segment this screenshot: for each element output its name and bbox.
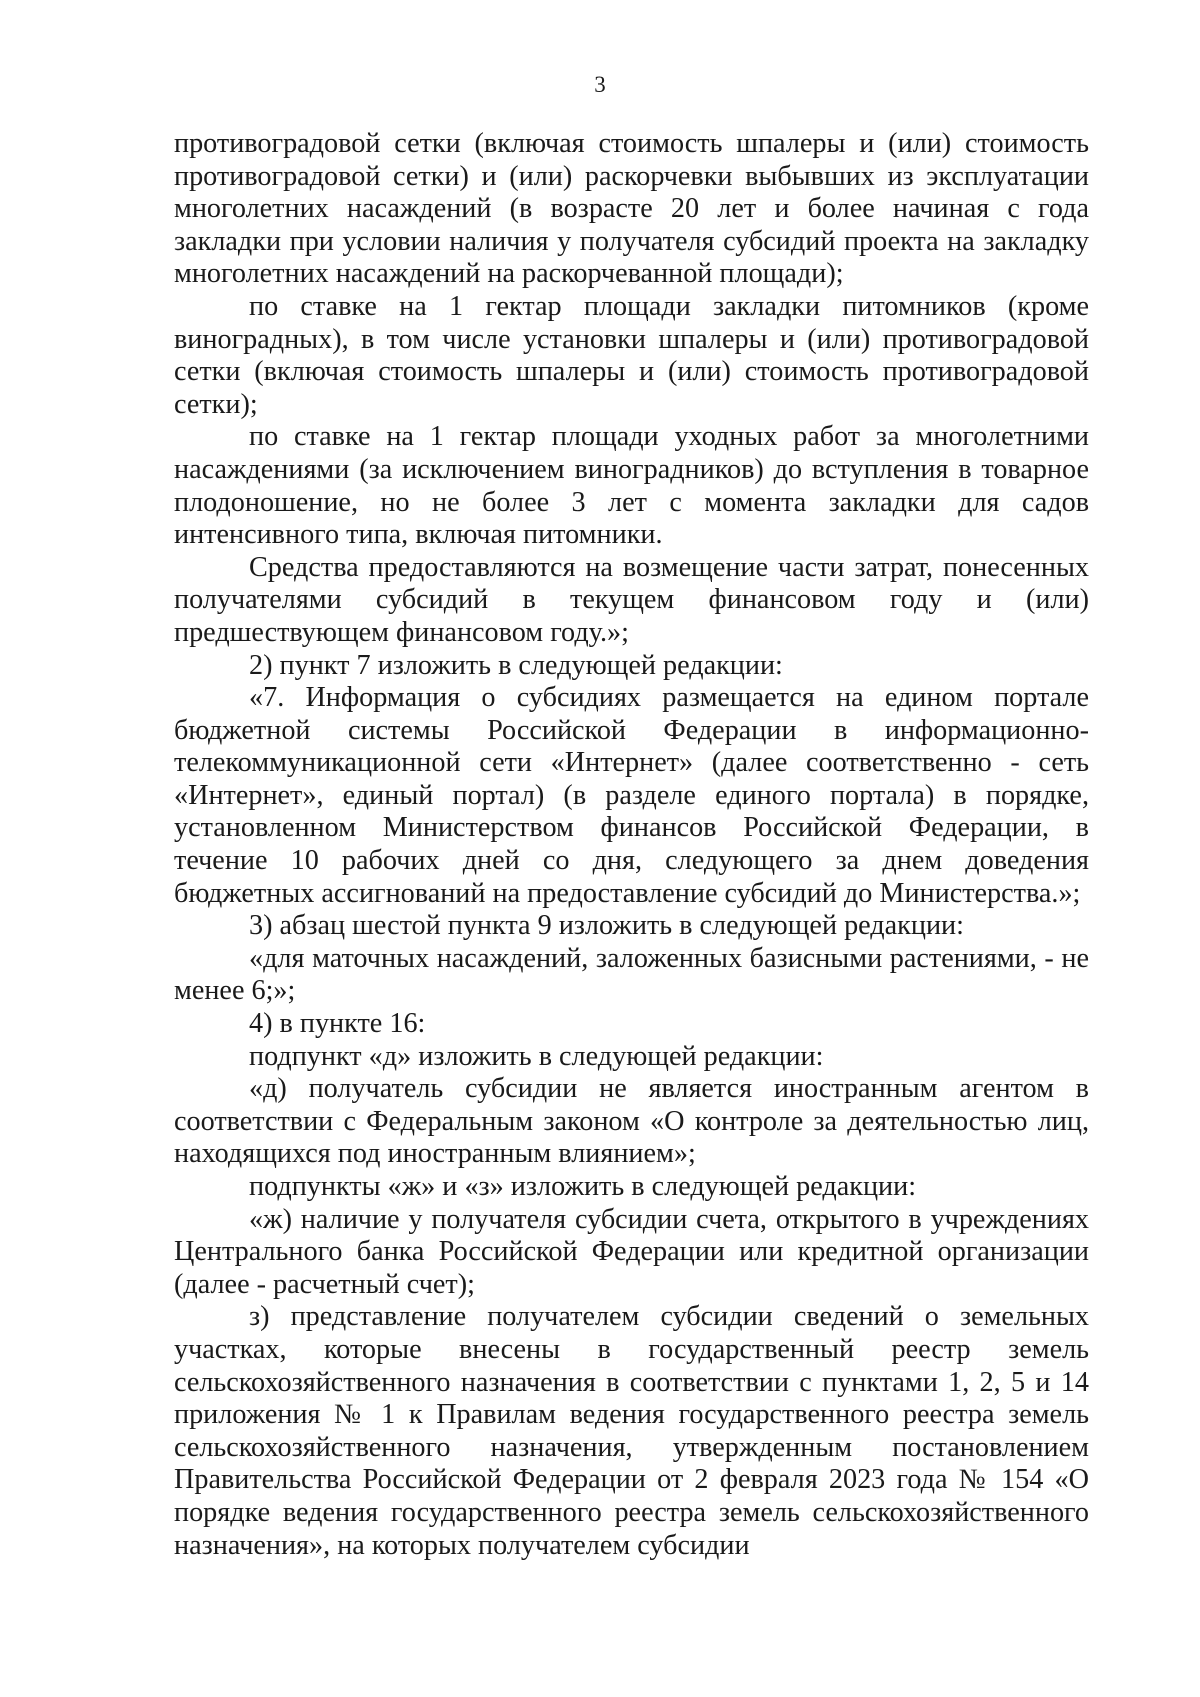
paragraph-subclauses-zh-z-intro: подпункты «ж» и «з» изложить в следующей редакции: [249, 1171, 917, 1202]
paragraph-subclause-zh: «ж) наличие у получателя субсидии счета, открытого в учреждениях Центрального банка Российской Федерации или кредитной организации (далее - расчетный счет); [174, 1203, 1089, 1300]
paragraph-clause-7: «7. Информация о субсидиях размещается на едином портале бюджетной системы Российской Федерации в информационно-телекоммуникационной сети «Интернет» (далее соответственно - сеть «Интернет», единый портал) (в разделе единого портала) в порядке, установленном Министерством финансов Российской Федерации, в течение 10 рабочих дней со дня, следующего за днем доведения бюджетных ассигнований на предоставление субсидий до Министерства.»; [174, 682, 1089, 909]
paragraph-item-2: 2) пункт 7 изложить в следующей редакции: [249, 649, 783, 681]
paragraph-subclause-d-intro: подпункт «д» изложить в следующей редакции: [249, 1040, 824, 1072]
paragraph-care-works-rate: по ставке на 1 гектар площади уходных работ за многолетними насаждениями (за исключением виноградников) до вступления в товарное плодоношение, но не более 3 лет с момента закладки для садов интенсивного типа, включая питомники. [174, 421, 1089, 551]
page-number: 3 [594, 72, 606, 97]
paragraph-nursery-rate: по ставке на 1 гектар площади закладки питомников (кроме виноградных), в том числе установки шпалеры и (или) противоградовой сетки (включая стоимость шпалеры и (или) стоимость противоградовой сетки); [174, 290, 1089, 420]
paragraph-funds-provision: Средства предоставляются на возмещение части затрат, понесенных получателями субсидий в текущем финансовом году и (или) предшествующем финансовом году.»; [174, 551, 1089, 648]
paragraph-subclause-d: «д) получатель субсидии не является иностранным агентом в соответствии с Федеральным законом «О контроле за деятельностью лиц, находящихся под иностранным влиянием»; [174, 1073, 1089, 1170]
paragraph-item-3: 3) абзац шестой пункта 9 изложить в следующей редакции: [249, 910, 964, 942]
paragraph-subclause-z: з) представление получателем субсидии сведений о земельных участках, которые внесены в государственный реестр земель сельскохозяйственного назначения в соответствии с пунктами 1, 2, 5 и 14 приложения № 1 к Правилам ведения государственного реестра земель сельскохозяйственного назначения, утвержденным постановлением Правительства Российской Федерации от 2 февраля 2023 года № 154 «О порядке ведения государственного реестра земель сельскохозяйственного назначения», на которых получателем субсидии [174, 1301, 1089, 1561]
document-body [174, 128, 1089, 1562]
paragraph-item-4: 4) в пункте 16: [249, 1008, 426, 1040]
paragraph-mother-plantings: «для маточных насаждений, заложенных базисными растениями, - не менее 6;»; [174, 942, 1089, 1007]
paragraph-continuation: противоградовой сетки (включая стоимость шпалеры и (или) стоимость противоградовой сетки) и (или) раскорчевки выбывших из эксплуатации многолетних насаждений (в возрасте 20 лет и более начиная с года закладки при условии наличия у получателя субсидий проекта на закладку многолетних насаждений на раскорчеванной площади); [174, 128, 1089, 290]
